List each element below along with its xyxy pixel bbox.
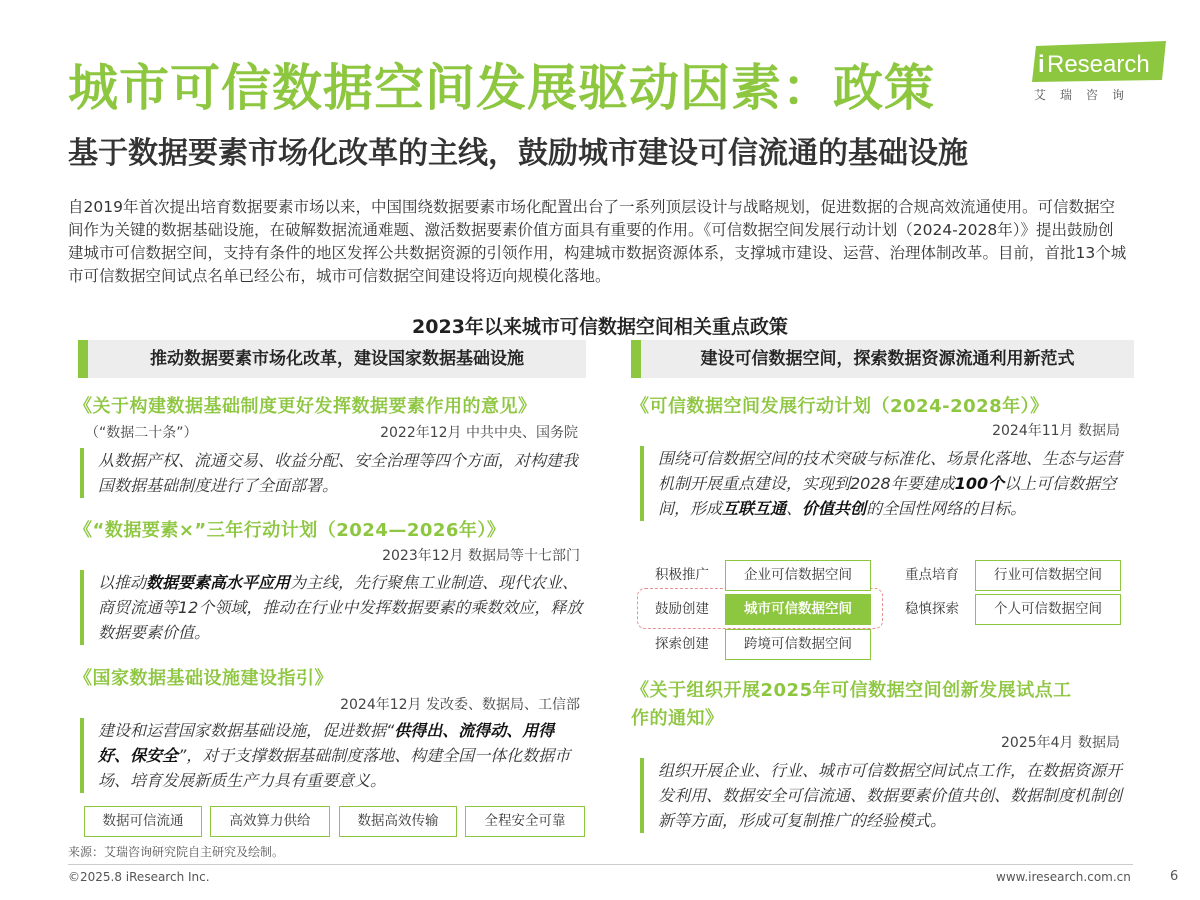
source-note: 来源：艾瑞咨询研究院自主研究及绘制。: [68, 845, 285, 859]
right-column-header: 建设可信数据空间，探索数据资源流通利用新范式: [631, 340, 1134, 378]
logo-brand-rest: Research: [1047, 51, 1150, 78]
page-title: 城市可信数据空间发展驱动因素：政策: [68, 59, 935, 117]
infra-tag-2: 高效算力供给: [210, 806, 330, 837]
desc3-emphasis: 供得出、流得动、用得好、保安全: [98, 721, 555, 765]
infra-tag-1: 数据可信流通: [84, 806, 202, 837]
logo-chinese: 艾瑞咨询: [1034, 88, 1139, 102]
left-column-header: 推动数据要素市场化改革，建设国家数据基础设施: [78, 340, 586, 378]
desc3-part3: ”，对于支撑数据基础制度落地、构建全国一体化数据市场、培育发展新质生产力具有重要意义。: [98, 746, 571, 790]
policy-meta-3: 2024年12月 发改委、数据局、工信部: [340, 697, 580, 713]
page-number: 6: [1170, 869, 1179, 884]
policy-description-1: 从数据产权、流通交易、收益分配、安全治理等四个方面，对构建我国数据基础制度进行了全面部署。: [80, 448, 586, 498]
grid-label-encourage: 鼓励创建: [655, 601, 709, 617]
ap-emphasis-interconnect: 互联互通: [722, 499, 787, 518]
infra-tag-3: 数据高效传输: [339, 806, 457, 837]
grid-box-city: 城市可信数据空间: [725, 594, 871, 625]
policy-title-3: 《国家数据基础设施建设指引》: [74, 668, 333, 689]
desc2-part3: 为主线，先行聚焦工业制造、现代农业、商贸流通等12个领域，推动在行业中发挥数据要素的乘数效应，释放数据要素价值。: [98, 573, 583, 642]
desc2-part1: 以推动: [98, 573, 147, 592]
infra-tag-4: 全程安全可靠: [465, 806, 585, 837]
grid-label-explore: 探索创建: [655, 636, 709, 652]
grid-box-personal: 个人可信数据空间: [975, 594, 1121, 625]
action-plan-meta: 2024年11月 数据局: [992, 423, 1120, 439]
grid-label-promote: 积极推广: [655, 567, 709, 583]
pilot-notice-description: 组织开展企业、行业、城市可信数据空间试点工作，在数据资源开发利用、数据安全可信流通、数据要素价值共创、数据制度机制创新等方面，形成可复制推广的经验模式。: [640, 758, 1130, 833]
policy-description-2: [80, 570, 586, 645]
pilot-notice-title-line1: 《关于组织开展2025年可信数据空间创新发展试点工: [631, 680, 1072, 701]
grid-box-crossborder: 跨境可信数据空间: [725, 629, 871, 660]
website-link[interactable]: www.iresearch.com.cn: [996, 870, 1131, 884]
page-subtitle: 基于数据要素市场化改革的主线，鼓励城市建设可信流通的基础设施: [68, 136, 968, 171]
policy-meta-2: 2023年12月 数据局等十七部门: [382, 548, 580, 564]
intro-paragraph: 自2019年首次提出培育数据要素市场以来，中国围绕数据要素市场化配置出台了一系列顶层设计与战略规划，促进数据的合规高效流通使用。可信数据空间作为关键的数据基础设施，在破解数据流通难题、激活数据要素价值方面具有重要的作用。《可信数据空间发展行动计划（2024-2028年）》提出鼓励创建城市可信数据空间，支持有条件的地区发挥公共数据资源的引领作用，构建城市数据资源体系，支撑城市建设、运营、治理体制改革。目前，首批13个城市可信数据空间试点名单已经公布，城市可信数据空间建设将迈向规模化落地。: [68, 198, 1127, 285]
ap-part5: 、: [786, 499, 803, 518]
pilot-notice-title-line2: 作的通知》: [631, 708, 724, 729]
desc2-emphasis: 数据要素高水平应用: [146, 573, 291, 592]
action-plan-description: [640, 446, 1130, 521]
ap-part3: 以上可信数据空间，形成: [658, 474, 1117, 518]
footer-divider: [68, 864, 1133, 865]
ap-emphasis-count: 100个: [954, 474, 1005, 493]
ap-part1: 围绕可信数据空间的技术突破与标准化、场景化落地、生态与运营机制开展重点建设，实现到2028年要建成: [658, 449, 1123, 493]
ap-emphasis-cocreate: 价值共创: [802, 499, 867, 518]
logo-brand-prefix: i: [1038, 51, 1045, 78]
ap-part7: 的全国性网络的目标。: [866, 499, 1027, 518]
action-plan-title: 《可信数据空间发展行动计划（2024-2028年）》: [631, 396, 1049, 417]
pilot-notice-meta: 2025年4月 数据局: [1001, 735, 1120, 751]
grid-label-cultivate: 重点培育: [905, 567, 959, 583]
policy-meta-1: 2022年12月 中共中央、国务院: [380, 425, 578, 441]
policy-description-3: [80, 718, 586, 793]
copyright: ©2025.8 iResearch Inc.: [68, 870, 210, 884]
policy-heading: 2023年以来城市可信数据空间相关重点政策: [412, 316, 788, 338]
grid-box-industry: 行业可信数据空间: [975, 560, 1121, 591]
desc3-part1: 建设和运营国家数据基础设施，促进数据“: [98, 721, 395, 740]
policy-title-1: 《关于构建数据基础制度更好发挥数据要素作用的意见》: [74, 396, 537, 417]
policy-subtitle-1: （“数据二十条”）: [85, 425, 198, 441]
grid-label-cautious: 稳慎探索: [905, 601, 959, 617]
grid-box-enterprise: 企业可信数据空间: [725, 560, 871, 591]
policy-title-2: 《“数据要素×”三年行动计划（2024—2026年）》: [74, 520, 506, 541]
